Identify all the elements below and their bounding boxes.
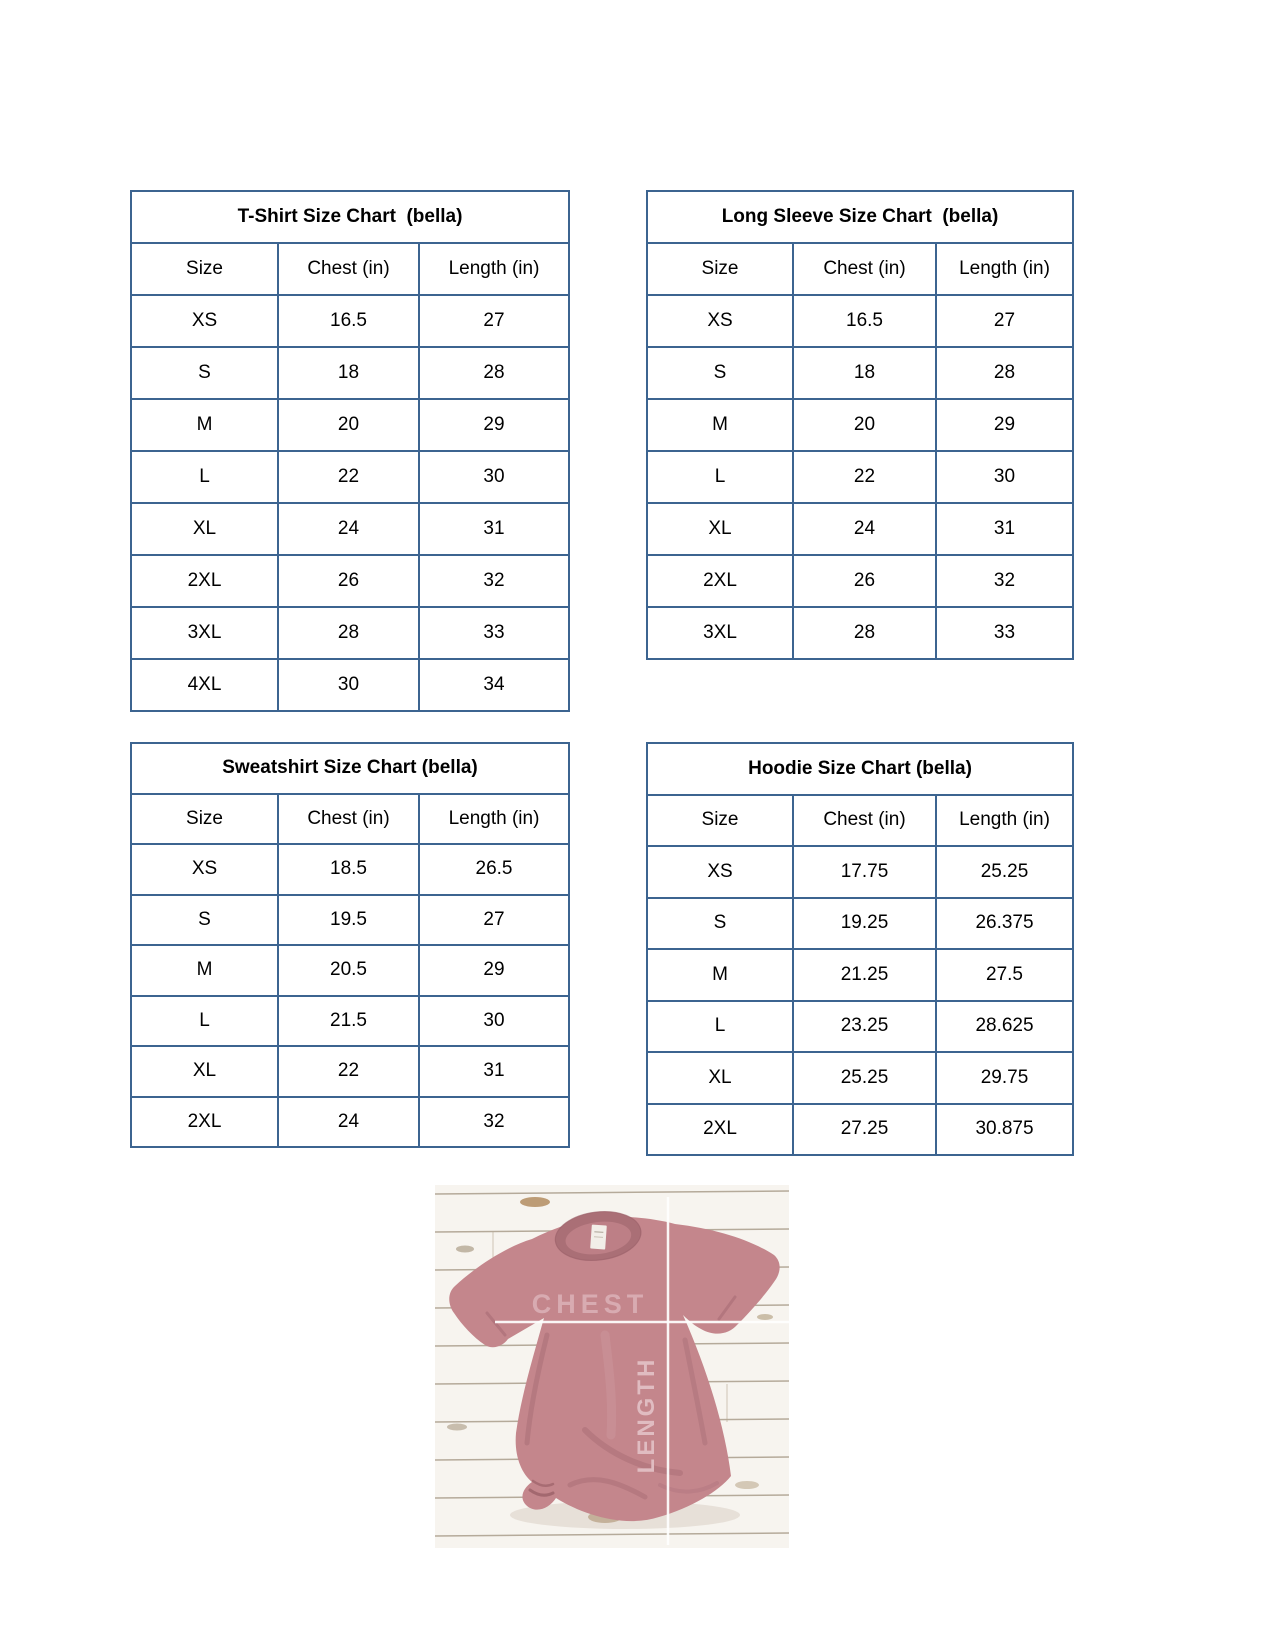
cell-length: 30.875 xyxy=(936,1104,1073,1156)
cell-chest: 20.5 xyxy=(278,945,419,996)
cell-length: 26.5 xyxy=(419,844,569,895)
size-row-2xl xyxy=(647,555,1073,607)
cell-chest: 28 xyxy=(793,607,936,659)
cell-length: 31 xyxy=(419,1046,569,1097)
size-row-s xyxy=(131,895,569,946)
cell-size: L xyxy=(647,1001,793,1053)
chest-label: CHEST xyxy=(531,1289,649,1319)
table-title: Long Sleeve Size Chart (bella) xyxy=(647,191,1073,243)
cell-length: 28 xyxy=(936,347,1073,399)
cell-chest: 24 xyxy=(793,503,936,555)
size-row-3xl xyxy=(647,607,1073,659)
size-row-xs xyxy=(647,295,1073,347)
header-length: Length (in) xyxy=(936,243,1073,295)
size-row-2xl xyxy=(131,1097,569,1148)
cell-chest: 26 xyxy=(793,555,936,607)
cell-chest: 22 xyxy=(278,451,419,503)
cell-length: 30 xyxy=(419,451,569,503)
size-row-xs xyxy=(131,844,569,895)
cell-length: 27 xyxy=(419,295,569,347)
cell-length: 29 xyxy=(419,945,569,996)
table-title: Hoodie Size Chart (bella) xyxy=(647,743,1073,795)
table-header-row xyxy=(131,243,569,295)
cell-size: 4XL xyxy=(131,659,278,711)
long-sleeve-size-table xyxy=(646,190,1074,660)
header-chest: Chest (in) xyxy=(278,243,419,295)
cell-size: 2XL xyxy=(647,555,793,607)
header-size: Size xyxy=(647,795,793,847)
cell-size: L xyxy=(647,451,793,503)
cell-size: XS xyxy=(131,295,278,347)
cell-chest: 17.75 xyxy=(793,846,936,898)
header-length: Length (in) xyxy=(419,243,569,295)
cell-size: S xyxy=(647,347,793,399)
cell-length: 33 xyxy=(419,607,569,659)
size-row-m xyxy=(131,945,569,996)
size-row-m xyxy=(131,399,569,451)
table-title-row xyxy=(131,191,569,243)
cell-chest: 27.25 xyxy=(793,1104,936,1156)
cell-size: S xyxy=(131,347,278,399)
table-header-row xyxy=(647,243,1073,295)
cell-chest: 18 xyxy=(793,347,936,399)
cell-size: L xyxy=(131,451,278,503)
sweatshirt-size-table xyxy=(130,742,570,1148)
size-row-xl xyxy=(131,503,569,555)
cell-size: 3XL xyxy=(647,607,793,659)
size-row-2xl xyxy=(131,555,569,607)
cell-length: 27.5 xyxy=(936,949,1073,1001)
table-title-row xyxy=(647,743,1073,795)
cell-length: 29 xyxy=(419,399,569,451)
cell-chest: 26 xyxy=(278,555,419,607)
cell-length: 34 xyxy=(419,659,569,711)
size-row-m xyxy=(647,399,1073,451)
cell-length: 27 xyxy=(936,295,1073,347)
header-chest: Chest (in) xyxy=(278,794,419,845)
table-title-row xyxy=(131,743,569,794)
cell-length: 32 xyxy=(419,555,569,607)
header-chest: Chest (in) xyxy=(793,795,936,847)
cell-chest: 20 xyxy=(278,399,419,451)
cell-chest: 19.25 xyxy=(793,898,936,950)
cell-length: 29 xyxy=(936,399,1073,451)
header-size: Size xyxy=(647,243,793,295)
cell-chest: 24 xyxy=(278,503,419,555)
hoodie-size-table xyxy=(646,742,1074,1156)
cell-size: XL xyxy=(647,503,793,555)
tshirt-photo-illustration xyxy=(435,1185,789,1548)
cell-length: 29.75 xyxy=(936,1052,1073,1104)
cell-chest: 21.25 xyxy=(793,949,936,1001)
size-row-s xyxy=(131,347,569,399)
table-title: Sweatshirt Size Chart (bella) xyxy=(131,743,569,794)
size-row-l xyxy=(647,451,1073,503)
neck-tag-icon xyxy=(590,1225,607,1250)
size-row-xl xyxy=(647,503,1073,555)
size-row-xs xyxy=(131,295,569,347)
table-title-row xyxy=(647,191,1073,243)
cell-size: S xyxy=(647,898,793,950)
cell-chest: 23.25 xyxy=(793,1001,936,1053)
header-size: Size xyxy=(131,243,278,295)
cell-chest: 22 xyxy=(793,451,936,503)
header-chest: Chest (in) xyxy=(793,243,936,295)
cell-length: 28 xyxy=(419,347,569,399)
cell-chest: 28 xyxy=(278,607,419,659)
cell-chest: 18.5 xyxy=(278,844,419,895)
cell-length: 32 xyxy=(936,555,1073,607)
size-row-s xyxy=(647,347,1073,399)
cell-chest: 25.25 xyxy=(793,1052,936,1104)
cell-size: 2XL xyxy=(647,1104,793,1156)
cell-length: 27 xyxy=(419,895,569,946)
cell-length: 33 xyxy=(936,607,1073,659)
cell-size: M xyxy=(647,949,793,1001)
cell-size: XL xyxy=(647,1052,793,1104)
size-row-l xyxy=(647,1001,1073,1053)
cell-chest: 16.5 xyxy=(793,295,936,347)
cell-size: 2XL xyxy=(131,555,278,607)
length-label: LENGTH xyxy=(633,1356,660,1474)
size-row-xs xyxy=(647,846,1073,898)
cell-length: 26.375 xyxy=(936,898,1073,950)
cell-chest: 20 xyxy=(793,399,936,451)
cell-size: XS xyxy=(131,844,278,895)
cell-length: 28.625 xyxy=(936,1001,1073,1053)
tshirt-size-table xyxy=(130,190,570,712)
size-row-xl xyxy=(131,1046,569,1097)
size-row-s xyxy=(647,898,1073,950)
cell-size: 3XL xyxy=(131,607,278,659)
cell-size: M xyxy=(131,399,278,451)
header-length: Length (in) xyxy=(936,795,1073,847)
cell-chest: 22 xyxy=(278,1046,419,1097)
size-row-3xl xyxy=(131,607,569,659)
cell-size: S xyxy=(131,895,278,946)
cell-size: XS xyxy=(647,295,793,347)
table-title: T-Shirt Size Chart (bella) xyxy=(131,191,569,243)
cell-chest: 30 xyxy=(278,659,419,711)
size-row-l xyxy=(131,996,569,1047)
cell-chest: 24 xyxy=(278,1097,419,1148)
cell-size: 2XL xyxy=(131,1097,278,1148)
tshirt-measurement-photo xyxy=(435,1185,789,1548)
cell-chest: 16.5 xyxy=(278,295,419,347)
cell-size: L xyxy=(131,996,278,1047)
cell-length: 30 xyxy=(936,451,1073,503)
cell-length: 30 xyxy=(419,996,569,1047)
table-header-row xyxy=(131,794,569,845)
cell-length: 31 xyxy=(419,503,569,555)
table-header-row xyxy=(647,795,1073,847)
cell-size: M xyxy=(647,399,793,451)
size-row-l xyxy=(131,451,569,503)
cell-chest: 19.5 xyxy=(278,895,419,946)
size-row-m xyxy=(647,949,1073,1001)
size-row-2xl xyxy=(647,1104,1073,1156)
cell-length: 31 xyxy=(936,503,1073,555)
header-size: Size xyxy=(131,794,278,845)
cell-size: M xyxy=(131,945,278,996)
size-row-4xl xyxy=(131,659,569,711)
cell-size: XL xyxy=(131,1046,278,1097)
cell-chest: 21.5 xyxy=(278,996,419,1047)
cell-chest: 18 xyxy=(278,347,419,399)
cell-size: XL xyxy=(131,503,278,555)
cell-length: 32 xyxy=(419,1097,569,1148)
header-length: Length (in) xyxy=(419,794,569,845)
cell-length: 25.25 xyxy=(936,846,1073,898)
size-row-xl xyxy=(647,1052,1073,1104)
cell-size: XS xyxy=(647,846,793,898)
